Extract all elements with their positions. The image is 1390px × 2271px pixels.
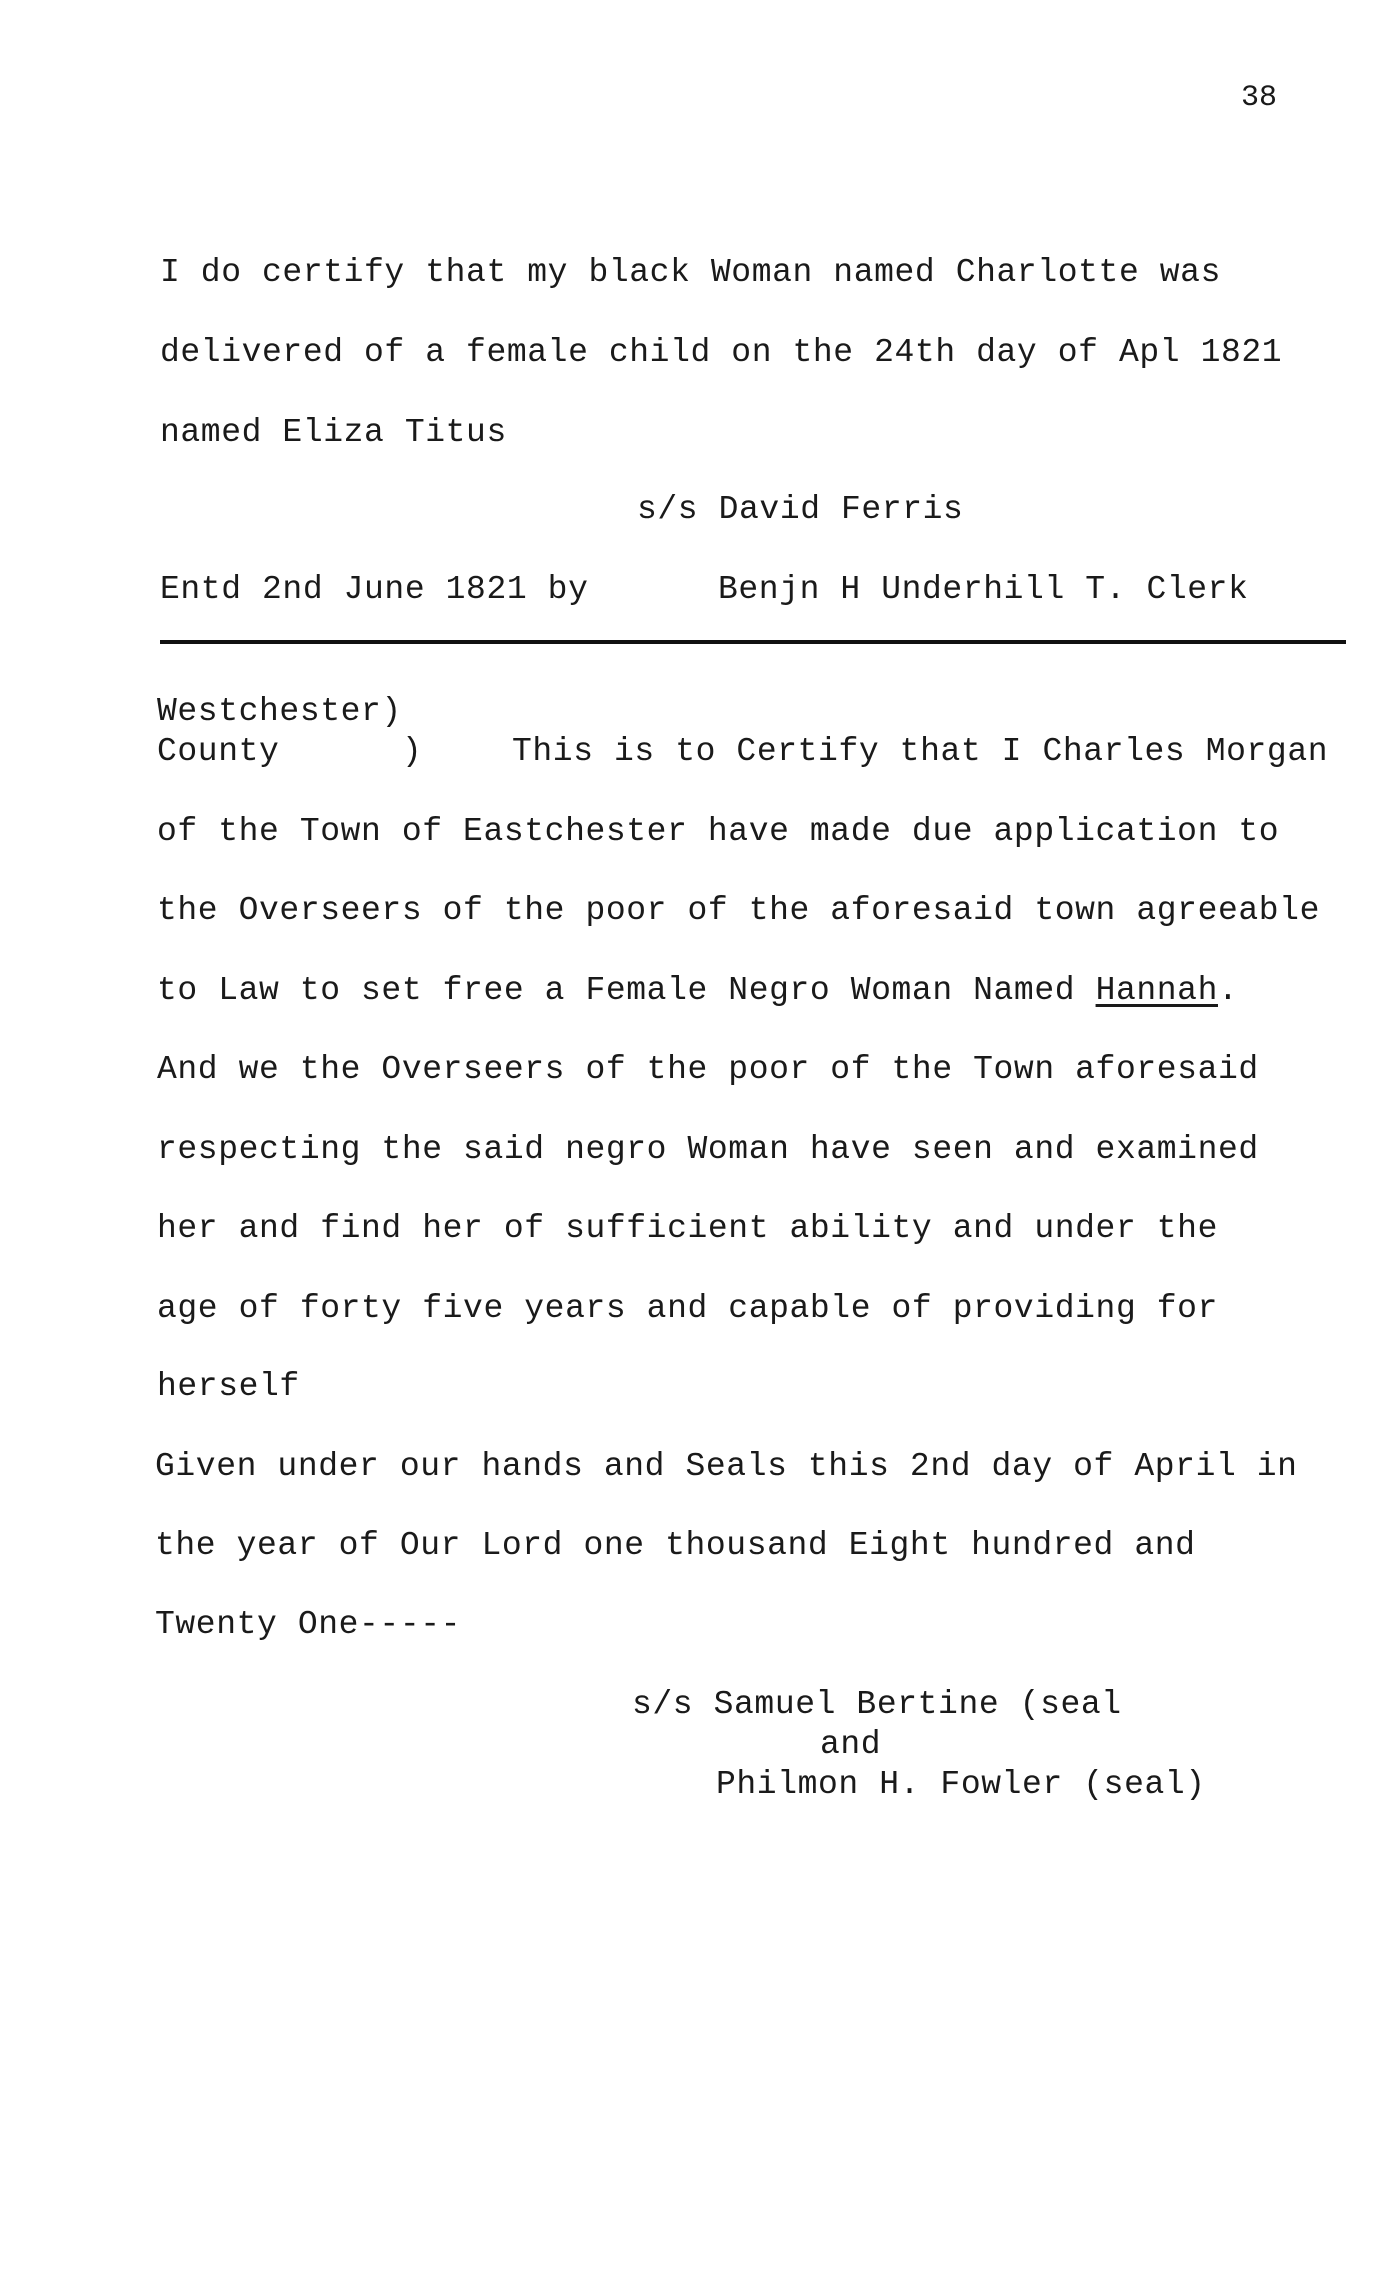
certificate2-line-9: Given under our hands and Seals this 2nd day of April in xyxy=(155,1448,1298,1485)
certificate1-signature: s/s David Ferris xyxy=(637,491,964,528)
signature-and: and xyxy=(820,1726,882,1763)
certificate2-line-10: the year of Our Lord one thousand Eight hundred and xyxy=(155,1527,1196,1564)
certificate1-entered: Entd 2nd June 1821 by xyxy=(160,571,589,608)
certificate2-line-6: her and find her of sufficient ability and under the xyxy=(157,1210,1218,1247)
certificate2-line-3 xyxy=(157,971,1238,1011)
certificate2-line-11: Twenty One----- xyxy=(155,1606,462,1643)
signature-philmon-fowler: Philmon H. Fowler (seal) xyxy=(716,1766,1206,1803)
certificate1-line-3: named Eliza Titus xyxy=(160,414,507,451)
certificate2-line-5: respecting the said negro Woman have seen and examined xyxy=(157,1131,1259,1168)
certificate2-line-8: herself xyxy=(157,1368,300,1405)
certificate2-opening: This is to Certify that I Charles Morgan xyxy=(512,733,1329,770)
certificate2-line-4: And we the Overseers of the poor of the Town aforesaid xyxy=(157,1051,1259,1088)
certificate1-line-1: I do certify that my black Woman named Charlotte was xyxy=(160,254,1221,291)
venue-county: County ) xyxy=(157,733,423,770)
section-divider xyxy=(160,640,1346,644)
line-after-name: . xyxy=(1217,972,1239,1009)
certificate2-line-2: the Overseers of the poor of the aforesaid town agreeable xyxy=(157,892,1320,929)
page-number: 38 xyxy=(1241,81,1278,115)
signature-samuel-bertine: s/s Samuel Bertine (seal xyxy=(632,1686,1122,1723)
woman-name: Hannah xyxy=(1095,972,1218,1009)
certificate2-line-1: of the Town of Eastchester have made due application to xyxy=(157,813,1280,850)
certificate2-line-7: age of forty five years and capable of providing for xyxy=(157,1290,1218,1327)
line-before-name: to Law to set free a Female Negro Woman Named xyxy=(157,972,1096,1009)
venue-westchester: Westchester) xyxy=(157,693,402,730)
certificate1-line-2: delivered of a female child on the 24th day of Apl 1821 xyxy=(160,334,1283,371)
certificate1-clerk: Benjn H Underhill T. Clerk xyxy=(718,571,1249,608)
